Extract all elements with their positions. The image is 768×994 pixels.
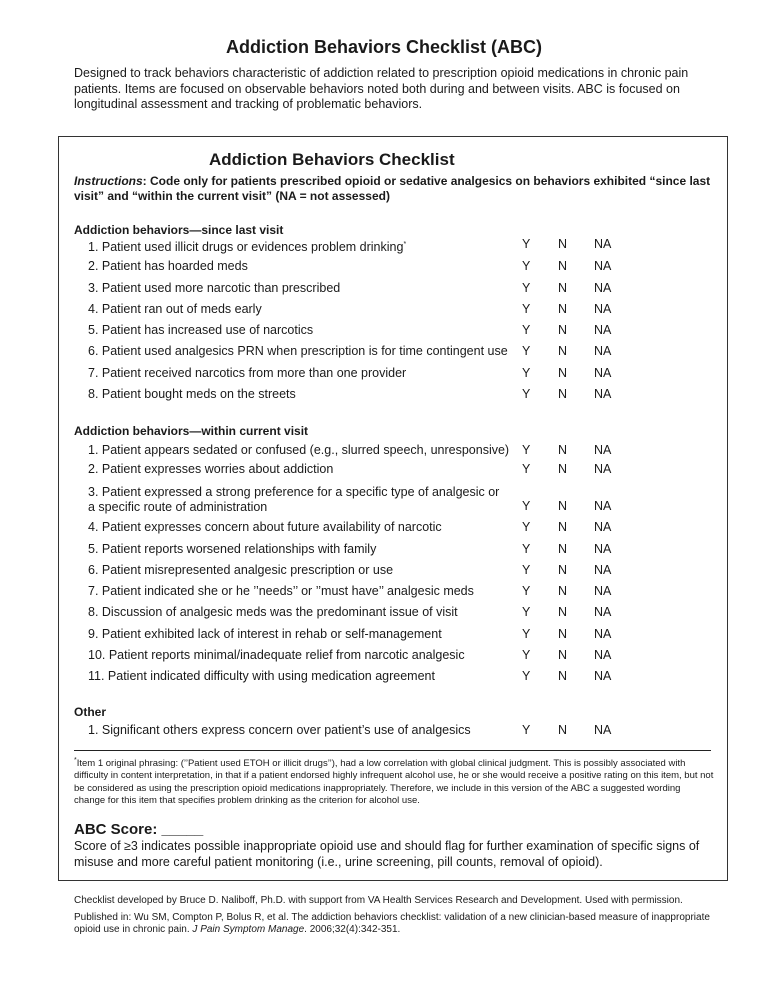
option-y[interactable]: Y: [522, 563, 531, 577]
abc-score-description: Score of ≥3 indicates possible inappropriate opioid use and should flag for further examination of specific signs of misuse and more careful patient monitoring (i.e., urine screening, pill counts, removal of opioid).: [74, 839, 700, 869]
page-title: Addiction Behaviors Checklist (ABC): [225, 37, 543, 57]
checklist-title: Addiction Behaviors Checklist: [209, 150, 455, 169]
footnote-text: Item 1 original phrasing: (’’Patient used ETOH or illicit drugs’’), had a low correlation with global clinical judgment. This is possibly associated with difficulty in content interpretation, in that if a patient endorsed highly infrequent alcohol use, he or she would receive a positive rating on this item, but not be considered as using the prescription opioid medications inappropriately. Therefore, we include in this version of the ABC a suggested wording change for this item that specifies problem drinking as the criterion for alcohol use.: [74, 758, 714, 807]
option-n[interactable]: N: [558, 584, 568, 598]
checklist-row: [0, 366, 768, 382]
option-na[interactable]: NA: [594, 387, 612, 401]
checklist-row: [0, 627, 768, 643]
checklist-row: [0, 723, 768, 739]
item-text: 8. Patient bought meds on the streets: [88, 387, 296, 401]
instructions-text: : Code only for patients prescribed opioid or sedative analgesics on behaviors exhibited “since last visit” and “within the current visit” (NA = not assessed): [74, 174, 711, 203]
checklist-row: [0, 387, 768, 403]
footnote-marker: *: [74, 757, 77, 764]
checklist-row: [0, 563, 768, 579]
option-n[interactable]: N: [558, 366, 568, 380]
option-na[interactable]: NA: [594, 366, 612, 380]
option-n[interactable]: N: [558, 542, 568, 556]
checklist-row: [0, 302, 768, 318]
option-y[interactable]: Y: [522, 237, 531, 251]
item-text: 4. Patient ran out of meds early: [88, 302, 262, 316]
item-text: 9. Patient exhibited lack of interest in rehab or self-management: [88, 627, 442, 641]
option-na[interactable]: NA: [594, 520, 612, 534]
option-na[interactable]: NA: [594, 669, 612, 683]
option-y[interactable]: Y: [522, 387, 531, 401]
option-na[interactable]: NA: [594, 302, 612, 316]
section-heading-other: Other: [74, 705, 107, 719]
publication-suffix: . 2006;32(4):342-351.: [304, 924, 401, 935]
option-n[interactable]: N: [558, 669, 568, 683]
option-y[interactable]: Y: [522, 627, 531, 641]
item-text: 5. Patient reports worsened relationships with family: [88, 542, 377, 556]
option-na[interactable]: NA: [594, 563, 612, 577]
option-y[interactable]: Y: [522, 648, 531, 662]
checklist-row: [0, 443, 768, 459]
checklist-row: [0, 259, 768, 275]
option-y[interactable]: Y: [522, 443, 531, 457]
intro-paragraph: Designed to track behaviors characteristic of addiction related to prescription opioid medications in chronic pain patients. Items are focused on observable behaviors noted both during and between visits. ABC is focused on longitudinal assessment and tracking of problematic behaviors.: [74, 66, 689, 111]
publication-journal: J Pain Symptom Manage: [192, 924, 305, 935]
option-na[interactable]: NA: [594, 605, 612, 619]
checklist-row: [0, 485, 768, 514]
item-text: 10. Patient reports minimal/inadequate relief from narcotic analgesic: [88, 648, 465, 662]
item-text: 7. Patient received narcotics from more than one provider: [88, 366, 407, 380]
option-y[interactable]: Y: [522, 723, 531, 737]
option-y[interactable]: Y: [522, 366, 531, 380]
option-na[interactable]: NA: [594, 723, 612, 737]
option-na[interactable]: NA: [594, 259, 612, 273]
option-n[interactable]: N: [558, 648, 568, 662]
option-n[interactable]: N: [558, 281, 568, 295]
option-n[interactable]: N: [558, 323, 568, 337]
option-n[interactable]: N: [558, 462, 568, 476]
checklist-row: [0, 520, 768, 536]
item-text: [88, 237, 518, 255]
abc-score-label: ABC Score: _____: [74, 821, 204, 838]
checklist-row: [0, 648, 768, 664]
option-n[interactable]: N: [558, 443, 568, 457]
section-heading-current-visit: Addiction behaviors—within current visit: [74, 424, 309, 438]
option-na[interactable]: NA: [594, 344, 612, 358]
option-y[interactable]: Y: [522, 584, 531, 598]
checklist-row: [0, 605, 768, 621]
option-n[interactable]: N: [558, 563, 568, 577]
checklist-row: [0, 542, 768, 558]
item-text: 5. Patient has increased use of narcotics: [88, 323, 314, 337]
option-y[interactable]: Y: [522, 302, 531, 316]
option-y[interactable]: Y: [522, 323, 531, 337]
item-text: 2. Patient expresses worries about addiction: [88, 462, 334, 476]
checklist-row: [0, 323, 768, 339]
option-na[interactable]: NA: [594, 584, 612, 598]
option-y[interactable]: Y: [522, 344, 531, 358]
instructions: [74, 174, 724, 204]
instructions-label: Instructions: [74, 174, 143, 188]
option-y[interactable]: Y: [522, 542, 531, 556]
option-na[interactable]: NA: [594, 281, 612, 295]
option-n[interactable]: N: [558, 237, 568, 251]
option-y[interactable]: Y: [522, 499, 531, 513]
option-y[interactable]: Y: [522, 669, 531, 683]
option-na[interactable]: NA: [594, 462, 612, 476]
item-text-content: 1. Patient used illicit drugs or evidences problem drinking: [88, 240, 404, 255]
option-n[interactable]: N: [558, 499, 568, 513]
footnote-rule: [74, 750, 711, 751]
option-na[interactable]: NA: [594, 237, 612, 251]
option-n[interactable]: N: [558, 387, 568, 401]
checklist-row: [0, 237, 768, 253]
option-na[interactable]: NA: [594, 499, 612, 513]
option-y[interactable]: Y: [522, 281, 531, 295]
checklist-row: [0, 462, 768, 478]
option-n[interactable]: N: [558, 520, 568, 534]
item-text: 2. Patient has hoarded meds: [88, 259, 248, 273]
checklist-row: [0, 584, 768, 600]
section-heading-since-last-visit: Addiction behaviors—since last visit: [74, 223, 284, 237]
item-text: 11. Patient indicated difficulty with using medication agreement: [88, 669, 435, 683]
item-text: 1. Patient appears sedated or confused (e.g., slurred speech, unresponsive): [88, 443, 510, 457]
checklist-row: [0, 669, 768, 685]
option-na[interactable]: NA: [594, 323, 612, 337]
option-n[interactable]: N: [558, 627, 568, 641]
option-n[interactable]: N: [558, 259, 568, 273]
option-n[interactable]: N: [558, 344, 568, 358]
item-text: 1. Significant others express concern over patient’s use of analgesics: [88, 723, 471, 737]
option-na[interactable]: NA: [594, 627, 612, 641]
option-n[interactable]: N: [558, 605, 568, 619]
credits: [74, 895, 724, 941]
item-text: 3. Patient used more narcotic than prescribed: [88, 281, 341, 295]
item-text: 6. Patient used analgesics PRN when prescription is for time contingent use: [88, 344, 508, 358]
item-text: 7. Patient indicated she or he ’’needs’’ or ’’must have’’ analgesic meds: [88, 584, 474, 598]
footnote: [74, 755, 714, 807]
publication-line: [74, 912, 724, 937]
option-n[interactable]: N: [558, 723, 568, 737]
option-y[interactable]: Y: [522, 259, 531, 273]
option-y[interactable]: Y: [522, 605, 531, 619]
option-n[interactable]: N: [558, 302, 568, 316]
option-y[interactable]: Y: [522, 520, 531, 534]
item-text: 3. Patient expressed a strong preference for a specific type of analgesic or a specific route of administration: [88, 485, 500, 514]
item-text: 8. Discussion of analgesic meds was the predominant issue of visit: [88, 605, 458, 619]
credit-line: Checklist developed by Bruce D. Naliboff, Ph.D. with support from VA Health Services Research and Development. Used with permission.: [74, 895, 683, 906]
footnote-marker: *: [403, 241, 407, 248]
item-text: 6. Patient misrepresented analgesic prescription or use: [88, 563, 394, 577]
option-na[interactable]: NA: [594, 542, 612, 556]
checklist-row: [0, 344, 768, 360]
publication-prefix: Published in: Wu SM, Compton P, Bolus R, et al. The addiction behaviors checklist: validation of a new clinician-based measure of inappropriate opioid use in chronic pain.: [74, 911, 710, 935]
item-text: 4. Patient expresses concern about future availability of narcotic: [88, 520, 442, 534]
checklist-row: [0, 281, 768, 297]
option-y[interactable]: Y: [522, 462, 531, 476]
option-na[interactable]: NA: [594, 443, 612, 457]
option-na[interactable]: NA: [594, 648, 612, 662]
